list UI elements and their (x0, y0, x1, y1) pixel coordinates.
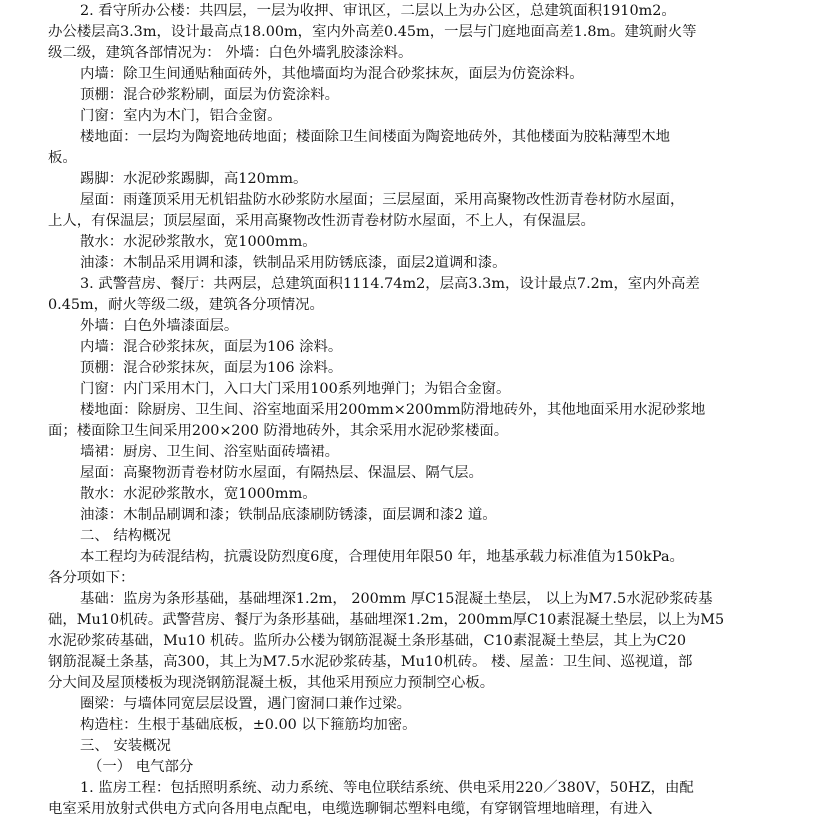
text-line: 基础：监房为条形基础，基础埋深1.2m， 200mm 厚C15混凝土垫层， 以上为M7.5水泥砂浆砖基 (80, 591, 713, 607)
section-heading: 三、 安装概况 (80, 738, 171, 754)
text-line: 楼地面：除厨房、卫生间、浴室地面采用200mm×200mm防滑地砖外，其他地面采用水泥砂浆地 (80, 402, 706, 418)
text-line: 门窗：室内为木门，铝合金窗。 (80, 108, 282, 124)
text-line: 墙裙：厨房、卫生间、浴室贴面砖墙裙。 (80, 444, 340, 460)
text-line: 板。 (48, 150, 77, 166)
text-line: 油漆：木制品采用调和漆，铁制品采用防锈底漆，面层2道调和漆。 (80, 255, 507, 271)
text-line: 踢脚：水泥砂浆踢脚，高120mm。 (80, 171, 308, 187)
text-line: 办公楼层高3.3m，设计最高点18.00m，室内外高差0.45m，一层与门庭地面高差1.8m。建筑耐火等 (48, 24, 697, 40)
subsection-heading: （一） 电气部分 (88, 759, 194, 775)
text-line: 油漆：木制品刷调和漆；铁制品底漆刷防锈漆，面层调和漆2 道。 (80, 507, 497, 523)
text-line: 屋面：高聚物沥青卷材防水屋面，有隔热层、保温层、隔气层。 (80, 465, 483, 481)
text-line: 水泥砂浆砖基础，Mu10 机砖。监所办公楼为钢筋混凝土条形基础，C10素混凝土垫层，其上为C20 (48, 633, 686, 649)
text-line: 楼地面：一层均为陶瓷地砖地面；楼面除卫生间楼面为陶瓷地砖外，其他楼面为胶粘薄型木地 (80, 129, 671, 145)
text-line: 本工程均为砖混结构，抗震设防烈度6度，合理使用年限50 年，地基承载力标准值为150kPa。 (80, 549, 684, 565)
text-line: 内墙：混合砂浆抹灰，面层为106 涂料。 (80, 339, 343, 355)
text-line: 面；楼面除卫生间采用200×200 防滑地砖外，其余采用水泥砂浆楼面。 (48, 423, 509, 439)
text-line: 外墙：白色外墙漆面层。 (80, 318, 239, 334)
text-line: 顶棚：混合砂浆粉刷，面层为仿瓷涂料。 (80, 87, 340, 103)
text-line: 屋面：雨蓬顶采用无机铝盐防水砂浆防水屋面；三层屋面，采用高聚物改性沥青卷材防水屋面， (80, 192, 685, 208)
text-line: 钢筋混凝土条基，高300，其上为M7.5水泥砂浆砖基，Mu10机砖。 楼、屋盖：卫生间、巡视道，部 (48, 654, 693, 670)
section-heading: 二、 结构概况 (80, 528, 171, 544)
text-line: 0.45m，耐火等级二级，建筑各分项情况。 (48, 297, 324, 313)
text-line: 3. 武警营房、餐厅：共两层，总建筑面积1114.74m2，层高3.3m，设计最点7.2m，室内外高差 (80, 276, 700, 292)
text-line: 2. 看守所办公楼：共四层，一层为收押、审讯区，二层以上为办公区，总建筑面积1910m2。 (80, 3, 676, 19)
text-line: 级二级，建筑各部情况为： 外墙：白色外墙乳胶漆涂料。 (48, 45, 413, 61)
text-line: 电室采用放射式供电方式向各用电点配电，电缆选聊铜芯塑料电缆，有穿钢管埋地暗理，有进入 (48, 801, 653, 817)
text-line: 1. 监房工程：包括照明系统、动力系统、等电位联结系统、供电采用220／380V，50HZ，由配 (80, 780, 694, 796)
text-line: 顶棚：混合砂浆抹灰，面层为106 涂料。 (80, 360, 343, 376)
text-line: 圈梁：与墙体同宽层层设置，遇门窗洞口兼作过梁。 (80, 696, 411, 712)
text-line: 构造柱：生根于基础底板，±0.00 以下箍筋均加密。 (80, 717, 417, 733)
text-line: 分大间及屋顶楼板为现浇钢筋混凝土板，其他采用预应力预制空心板。 (48, 675, 495, 691)
text-line: 门窗：内门采用木门，入口大门采用100系列地弹门；为铝合金窗。 (80, 381, 511, 397)
text-line: 上人，有保温层；顶层屋面，采用高聚物改性沥青卷材防水屋面，不上人，有保温层。 (48, 213, 595, 229)
text-line: 散水：水泥砂浆散水，宽1000mm。 (80, 234, 317, 250)
text-line: 各分项如下： (48, 570, 135, 586)
text-line: 础，Mu10机砖。武警营房、餐厅为条形基础，基础埋深1.2m，200mm厚C10素混凝土垫层，以上为M5 (48, 612, 725, 628)
text-line: 内墙：除卫生间通贴釉面砖外，其他墙面均为混合砂浆抹灰，面层为仿瓷涂料。 (80, 66, 584, 82)
text-line: 散水：水泥砂浆散水，宽1000mm。 (80, 486, 317, 502)
